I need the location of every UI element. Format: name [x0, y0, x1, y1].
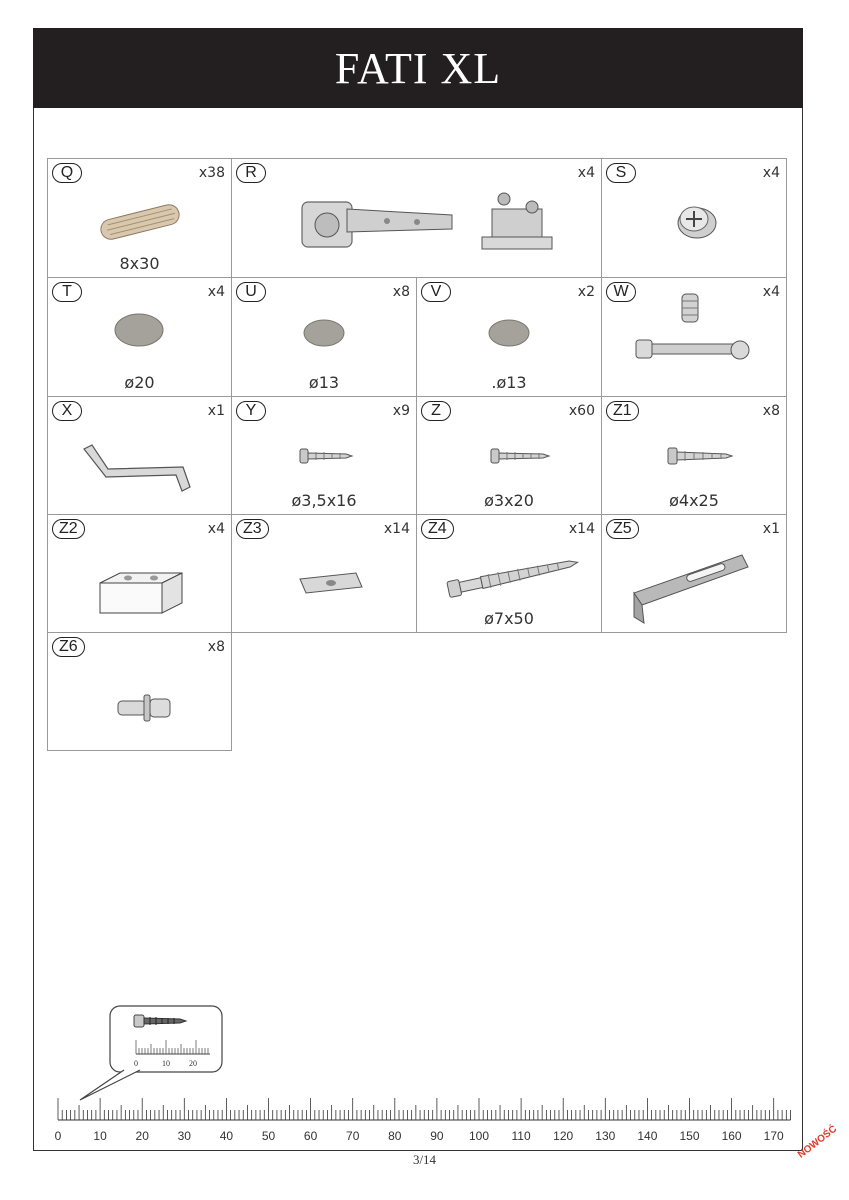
part-cell-z4 — [416, 514, 602, 633]
ruler-label: 50 — [261, 1129, 276, 1143]
ruler-label: 170 — [763, 1129, 784, 1143]
part-cell-z6 — [47, 632, 232, 751]
ruler-label: 20 — [135, 1129, 149, 1143]
part-letter: U — [236, 282, 266, 302]
part-quantity: x8 — [207, 639, 225, 655]
part-cell-z1 — [601, 396, 787, 515]
ruler-label: 70 — [346, 1129, 360, 1143]
ruler-label: 160 — [721, 1129, 742, 1143]
page-title: FATI XL — [334, 43, 502, 93]
part-dimension: .ø13 — [491, 373, 527, 392]
connector-bolt-icon — [630, 292, 760, 372]
part-letter: X — [52, 401, 82, 421]
angle-bracket-icon — [626, 545, 756, 625]
part-dimension: ø13 — [308, 373, 340, 392]
screw-icon — [298, 445, 354, 467]
ruler-label: 40 — [219, 1129, 234, 1143]
wooden-dowel-icon — [90, 197, 190, 247]
part-letter: V — [421, 282, 451, 302]
ruler-label: 150 — [679, 1129, 700, 1143]
part-cell-u — [231, 277, 417, 397]
ruler-zoom-callout — [70, 1004, 230, 1104]
part-letter: Z4 — [421, 519, 454, 539]
part-quantity: x4 — [207, 284, 225, 300]
ruler-label: 0 — [54, 1129, 62, 1143]
part-dimension: ø4x25 — [669, 491, 719, 510]
new-stamp: NOWOŚĆ — [796, 1123, 840, 1161]
page-number: 3/14 — [412, 1152, 437, 1167]
part-dimension: 8x30 — [119, 254, 160, 273]
part-cell-w — [601, 277, 787, 397]
part-quantity: x1 — [762, 521, 780, 537]
part-cell-r — [231, 158, 602, 278]
ruler-label: 30 — [177, 1129, 191, 1143]
part-quantity: x4 — [762, 165, 780, 181]
part-cell-v — [416, 277, 602, 397]
plastic-block-icon — [96, 569, 186, 619]
part-dimension: ø3,5x16 — [291, 491, 357, 510]
ruler-label: 10 — [93, 1129, 107, 1143]
part-letter: Y — [236, 401, 266, 421]
part-cell-s — [601, 158, 787, 278]
zoom-label-10: 10 — [162, 1059, 170, 1068]
part-quantity: x38 — [198, 165, 225, 181]
zoom-label-20: 20 — [189, 1059, 197, 1068]
part-quantity: x9 — [392, 403, 410, 419]
ruler-label: 80 — [388, 1129, 402, 1143]
ruler-label: 130 — [595, 1129, 616, 1143]
part-quantity: x14 — [568, 521, 595, 537]
ruler-label: 140 — [637, 1129, 658, 1143]
part-letter: S — [606, 163, 636, 183]
part-cell-t — [47, 277, 232, 397]
cover-cap-icon — [487, 318, 531, 348]
confirmat-screw-icon — [443, 551, 583, 601]
zoom-label-0: 0 — [134, 1059, 138, 1068]
cover-cap-icon — [114, 312, 164, 348]
ruler-label: 60 — [303, 1129, 318, 1143]
part-cell-z3 — [231, 514, 417, 633]
part-letter: Q — [52, 163, 82, 183]
part-letter: W — [606, 282, 636, 302]
page-header — [33, 28, 803, 108]
ruler-label: 100 — [468, 1129, 490, 1143]
ruler-label: 120 — [553, 1129, 574, 1143]
part-letter: R — [236, 163, 266, 183]
ruler-label: 110 — [511, 1129, 531, 1143]
part-letter: Z3 — [236, 519, 269, 539]
screw-icon — [666, 445, 734, 467]
part-quantity: x4 — [762, 284, 780, 300]
part-cell-x — [47, 396, 232, 515]
part-quantity: x14 — [383, 521, 410, 537]
part-letter: T — [52, 282, 82, 302]
measuring-ruler — [40, 1090, 800, 1146]
part-quantity: x1 — [207, 403, 225, 419]
cover-cap-icon — [302, 318, 346, 348]
cam-lock-icon — [672, 197, 722, 242]
part-letter: Z2 — [52, 519, 85, 539]
shelf-pin-icon — [114, 689, 174, 725]
part-letter: Z — [421, 401, 451, 421]
part-quantity: x2 — [577, 284, 595, 300]
screw-icon — [489, 445, 551, 467]
part-letter: Z1 — [606, 401, 639, 421]
part-quantity: x4 — [207, 521, 225, 537]
part-cell-z — [416, 396, 602, 515]
part-letter: Z6 — [52, 637, 85, 657]
ruler-label: 90 — [430, 1129, 444, 1143]
hinge-icon — [292, 187, 582, 267]
part-quantity: x60 — [568, 403, 595, 419]
part-quantity: x8 — [392, 284, 410, 300]
part-letter: Z5 — [606, 519, 639, 539]
allen-key-icon — [78, 437, 198, 497]
part-dimension: ø7x50 — [484, 609, 534, 628]
part-dimension: ø20 — [124, 373, 155, 392]
part-quantity: x4 — [577, 165, 595, 181]
part-quantity: x8 — [762, 403, 780, 419]
plate-icon — [296, 569, 366, 599]
part-cell-z5 — [601, 514, 787, 633]
part-cell-y — [231, 396, 417, 515]
part-cell-q — [47, 158, 232, 278]
part-cell-z2 — [47, 514, 232, 633]
part-dimension: ø3x20 — [484, 491, 534, 510]
